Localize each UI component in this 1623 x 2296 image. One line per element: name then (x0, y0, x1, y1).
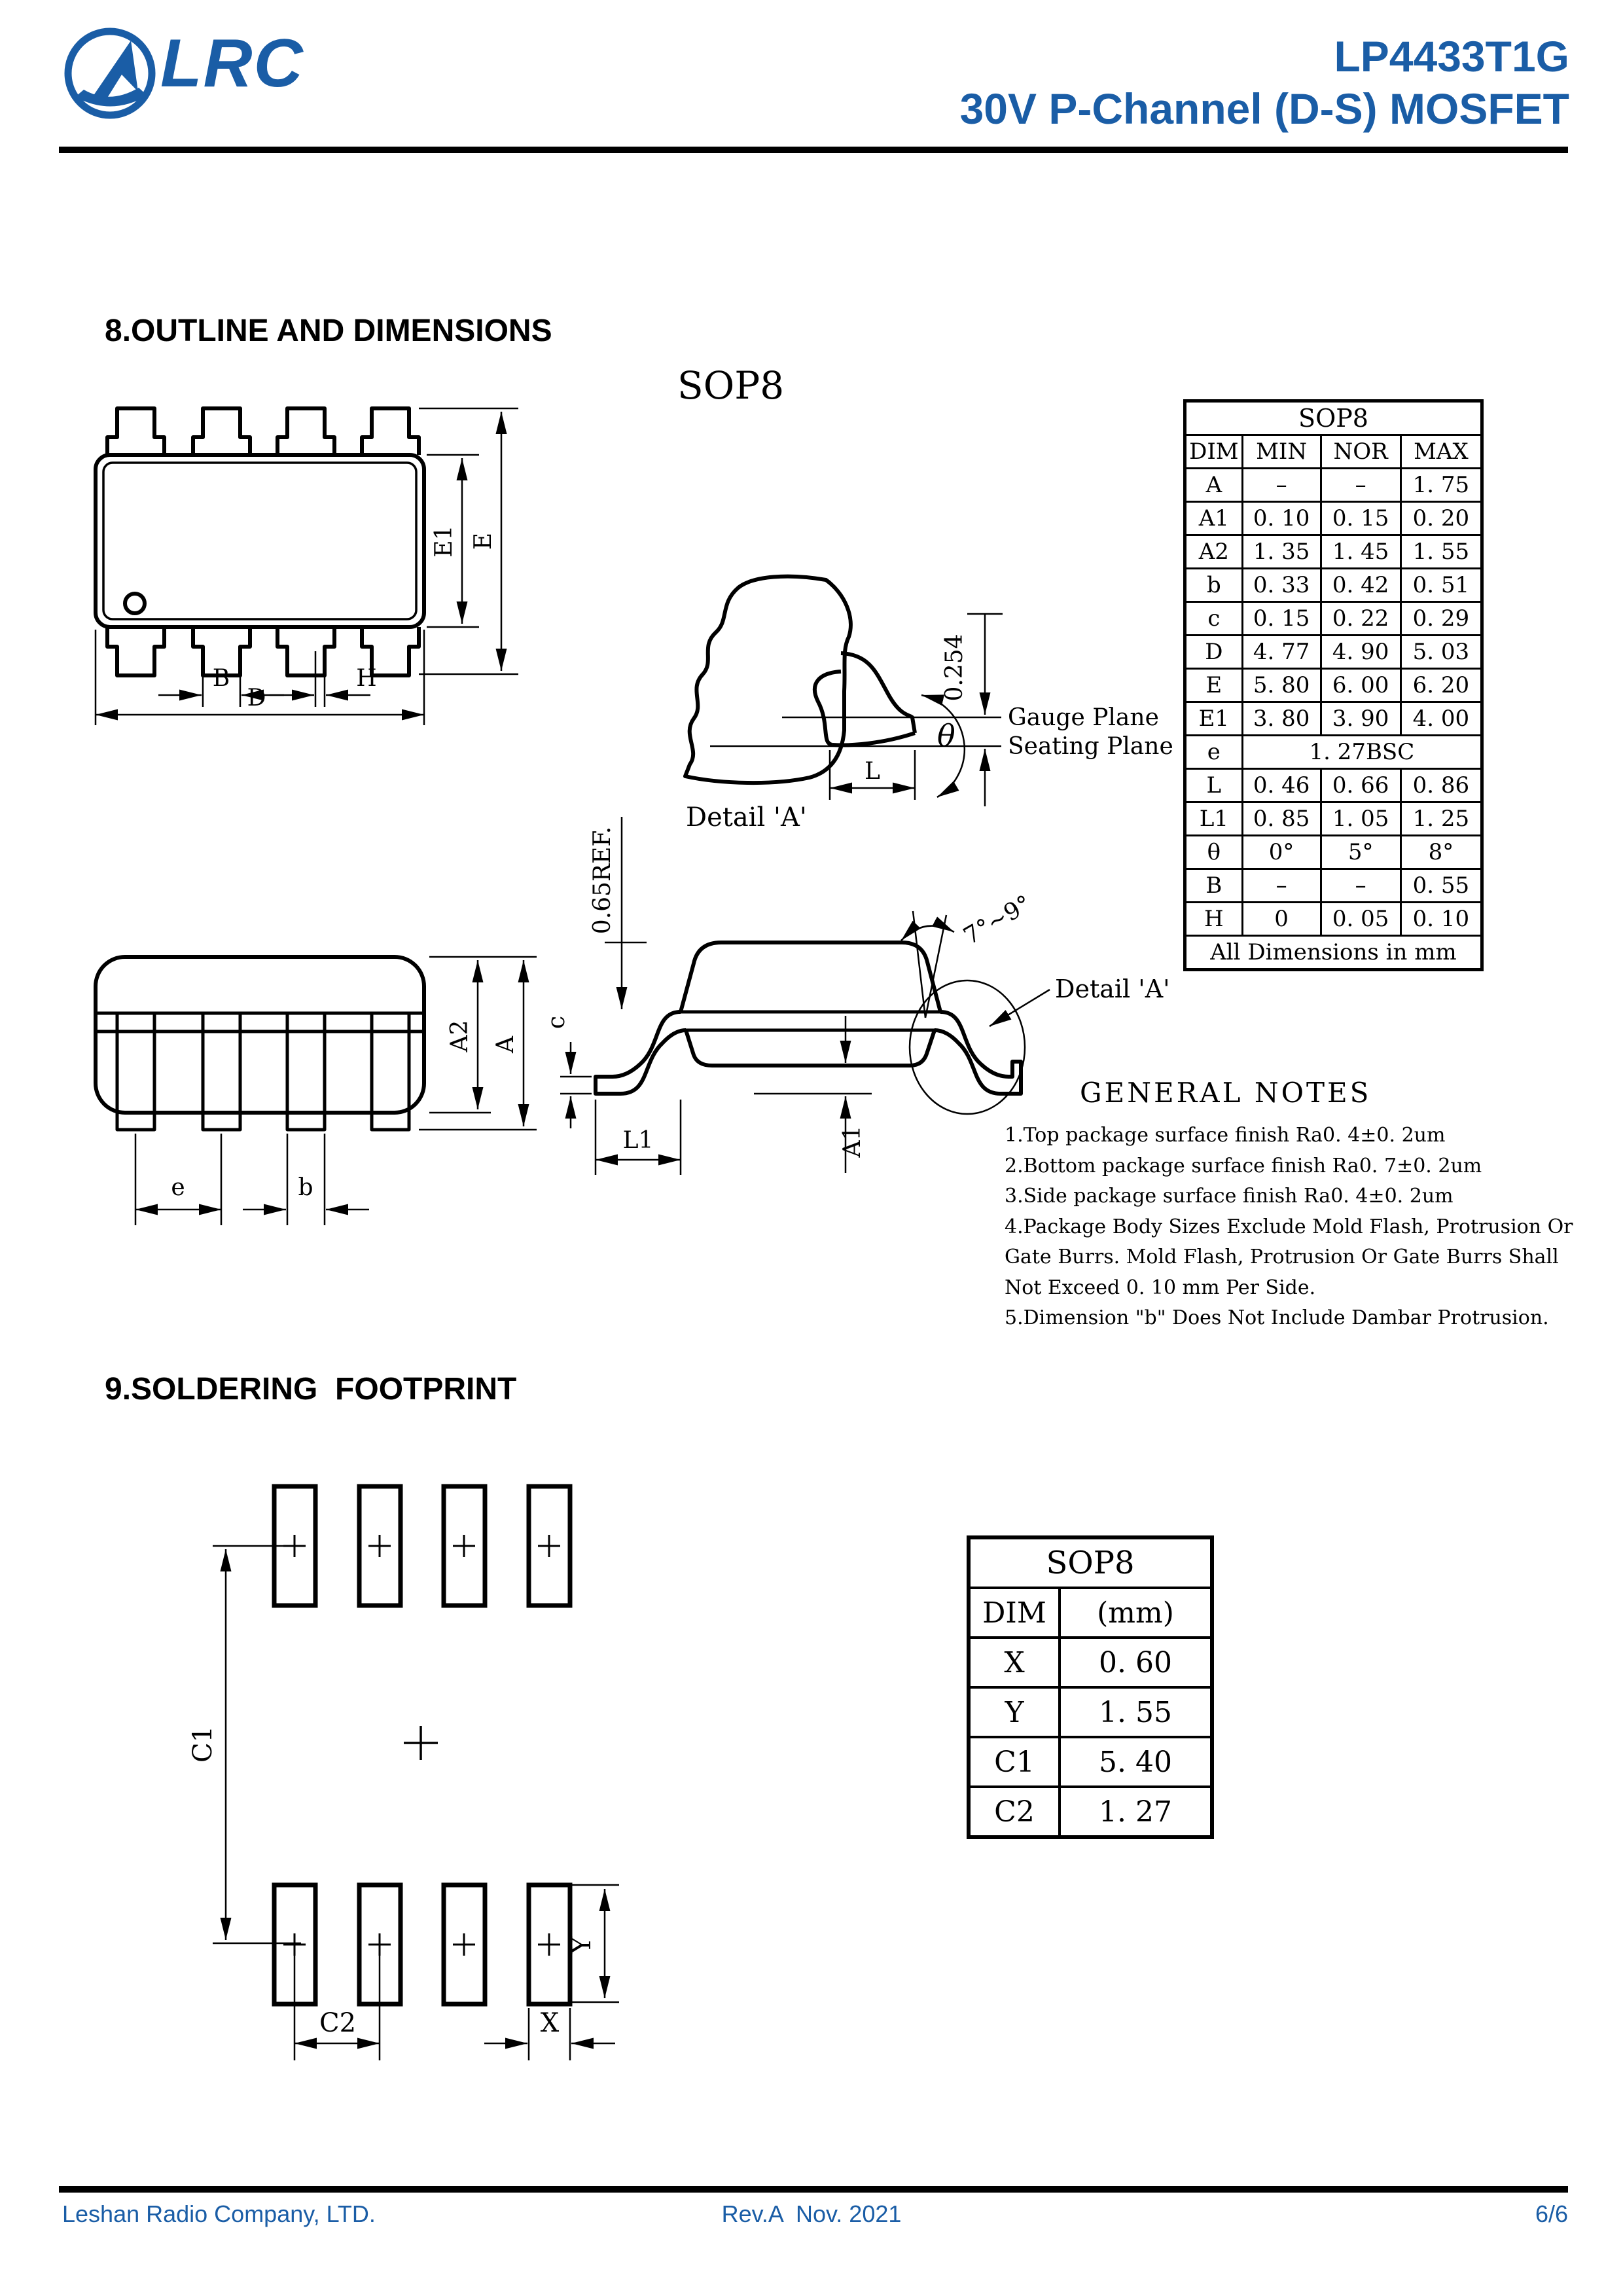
table-cell: 0. 85 (1242, 802, 1321, 836)
note-item: 4.Package Body Sizes Exclude Mold Flash, Protrusion Or Gate Burrs. Mold Flash, Protrusion Or Gate Burrs Shall Not Exceed 0. 10 mm Per Side. (1005, 1215, 1573, 1299)
dim-label-h: H (356, 665, 377, 692)
general-notes-list (1005, 1121, 1580, 1334)
lrc-logo-icon (68, 31, 152, 115)
table-cell: L (1185, 769, 1243, 802)
table-row (1185, 802, 1482, 836)
col-header: DIM (969, 1588, 1060, 1638)
dimension-table (1183, 399, 1484, 971)
table-header-row (1185, 435, 1482, 469)
table-cell: B (1185, 869, 1243, 903)
table-cell: 1. 27 (1060, 1787, 1212, 1837)
table-cell: H (1185, 903, 1243, 936)
dim-label-0254: 0.254 (941, 634, 968, 702)
dim-label-e: E (470, 532, 497, 550)
table-cell: 0. 20 (1400, 502, 1482, 535)
table-cell: 0. 15 (1242, 602, 1321, 636)
col-header: DIM (1185, 435, 1243, 469)
outline-section-heading: 8.OUTLINE AND DIMENSIONS (105, 314, 552, 348)
col-header: MAX (1400, 435, 1482, 469)
table-title-row (969, 1537, 1212, 1588)
table-cell: X (969, 1638, 1060, 1687)
table-cell: 1. 25 (1400, 802, 1482, 836)
table-row (1185, 903, 1482, 936)
part-number: LP4433T1G (1334, 32, 1569, 81)
table-cell: D (1185, 636, 1243, 669)
table-row (1185, 535, 1482, 569)
table-row (969, 1687, 1212, 1737)
table-row (1185, 669, 1482, 702)
dim-label-e1: E1 (431, 525, 457, 558)
table-cell: 0. 42 (1321, 569, 1400, 602)
detail-a-caption: Detail 'A' (686, 802, 807, 833)
table-cell: θ (1185, 836, 1243, 869)
table-header-row (969, 1588, 1212, 1638)
table-row (969, 1737, 1212, 1787)
top-view-diagram (96, 408, 518, 725)
table-cell: 0° (1242, 836, 1321, 869)
table-cell: 5° (1321, 836, 1400, 869)
table-cell: e (1185, 736, 1243, 769)
package-name-label: SOP8 (677, 363, 785, 408)
table-cell: 1. 55 (1400, 535, 1482, 569)
table-cell: 0. 55 (1400, 869, 1482, 903)
gauge-plane-label: Gauge Plane (1008, 704, 1159, 731)
seating-plane-label: Seating Plane (1008, 733, 1173, 760)
detail-a-diagram (685, 577, 1173, 833)
dim-label-c: c (543, 1015, 570, 1030)
table-cell: A2 (1185, 535, 1243, 569)
table-cell: 0. 15 (1321, 502, 1400, 535)
table-cell: 0. 51 (1400, 569, 1482, 602)
table-cell: 1. 35 (1242, 535, 1321, 569)
table-cell: 5. 40 (1060, 1737, 1212, 1787)
table-footer-note: All Dimensions in mm (1185, 936, 1482, 970)
theta-symbol: θ (937, 718, 955, 753)
note-item: 5.Dimension "b" Does Not Include Dambar Protrusion. (1005, 1306, 1549, 1329)
table-cell: 0. 29 (1400, 602, 1482, 636)
col-header: MIN (1242, 435, 1321, 469)
table-cell: 1. 05 (1321, 802, 1400, 836)
table-row (1185, 702, 1482, 736)
dim-label-pitch-e: e (171, 1174, 185, 1201)
table-cell: 1. 27BSC (1242, 736, 1482, 769)
dim-label-c1: C1 (188, 1725, 218, 1763)
angle-label: 7°~9° (959, 890, 1036, 950)
header-rule (59, 147, 1568, 153)
table-cell: E (1185, 669, 1243, 702)
note-item: 1.Top package surface finish Ra0. 4±0. 2um (1005, 1124, 1446, 1147)
footer-page-number: 6/6 (1535, 2200, 1568, 2227)
table-footer-row (1185, 936, 1482, 970)
pin1-indicator-dot (125, 594, 145, 613)
dim-label-a1: A1 (839, 1125, 866, 1158)
table-cell: – (1321, 469, 1400, 502)
table-cell: 8° (1400, 836, 1482, 869)
table-cell: 3. 80 (1242, 702, 1321, 736)
table-cell: A1 (1185, 502, 1243, 535)
table-cell: 0 (1242, 903, 1321, 936)
table-row (969, 1638, 1212, 1687)
footprint-center-mark (404, 1726, 438, 1760)
table-cell: 1. 75 (1400, 469, 1482, 502)
dim-label-b-cap: B (212, 665, 230, 692)
table-row (969, 1787, 1212, 1837)
table-cell: 4. 90 (1321, 636, 1400, 669)
soldering-section-heading: 9.SOLDERING FOOTPRINT (105, 1372, 517, 1407)
table-cell: 6. 00 (1321, 669, 1400, 702)
col-header: NOR (1321, 435, 1400, 469)
table-cell: c (1185, 602, 1243, 636)
table-cell: Y (969, 1687, 1060, 1737)
table-row (1185, 602, 1482, 636)
table-cell: 4. 00 (1400, 702, 1482, 736)
table-row (1185, 769, 1482, 802)
footer-company: Leshan Radio Company, LTD. (62, 2200, 376, 2227)
table-cell: 0. 86 (1400, 769, 1482, 802)
part-subtitle: 30V P-Channel (D-S) MOSFET (959, 84, 1569, 133)
table-title: SOP8 (969, 1537, 1212, 1588)
dim-label-lead-b: b (298, 1174, 313, 1201)
logo-text: LRC (160, 26, 304, 101)
table-row (1185, 636, 1482, 669)
dim-label-l: L (865, 758, 880, 785)
table-cell: C1 (969, 1737, 1060, 1787)
table-row (1185, 869, 1482, 903)
dim-label-065ref: 0.65REF. (589, 826, 616, 935)
table-cell: 0. 10 (1400, 903, 1482, 936)
table-title: SOP8 (1185, 401, 1482, 435)
table-cell: 0. 33 (1242, 569, 1321, 602)
table-cell: C2 (969, 1787, 1060, 1837)
note-item: 3.Side package surface finish Ra0. 4±0. 2um (1005, 1185, 1454, 1208)
table-cell: E1 (1185, 702, 1243, 736)
dim-label-c2: C2 (319, 2008, 357, 2038)
table-cell: 1. 45 (1321, 535, 1400, 569)
table-title-row (1185, 401, 1482, 435)
table-cell: b (1185, 569, 1243, 602)
table-cell: L1 (1185, 802, 1243, 836)
table-cell: 3. 90 (1321, 702, 1400, 736)
front-view-diagram (96, 957, 537, 1225)
table-cell: 0. 66 (1321, 769, 1400, 802)
table-cell: – (1321, 869, 1400, 903)
footer-revision: Rev.A Nov. 2021 (721, 2200, 902, 2227)
table-cell: 4. 77 (1242, 636, 1321, 669)
dim-label-l1: L1 (622, 1127, 654, 1154)
footer-rule (59, 2186, 1568, 2193)
general-notes-title: GENERAL NOTES (1080, 1077, 1372, 1109)
table-row (1185, 736, 1482, 769)
col-header: (mm) (1060, 1588, 1212, 1638)
note-item: 2.Bottom package surface finish Ra0. 7±0. 2um (1005, 1154, 1482, 1177)
footprint-diagram (188, 1486, 619, 2060)
table-cell: – (1242, 869, 1321, 903)
table-cell: 0. 46 (1242, 769, 1321, 802)
table-row (1185, 502, 1482, 535)
dim-label-x: X (540, 2008, 560, 2038)
table-cell: 0. 60 (1060, 1638, 1212, 1687)
dim-label-d: D (247, 685, 266, 711)
dim-label-y: Y (567, 1936, 597, 1954)
table-cell: 0. 10 (1242, 502, 1321, 535)
table-cell: 1. 55 (1060, 1687, 1212, 1737)
table-cell: 6. 20 (1400, 669, 1482, 702)
table-row (1185, 836, 1482, 869)
table-cell: – (1242, 469, 1321, 502)
table-cell: 5. 03 (1400, 636, 1482, 669)
table-row (1185, 569, 1482, 602)
table-cell: 0. 22 (1321, 602, 1400, 636)
detail-a-pointer-label: Detail 'A' (1055, 975, 1170, 1003)
dim-label-a2: A2 (446, 1020, 473, 1052)
table-cell: 0. 05 (1321, 903, 1400, 936)
table-row (1185, 469, 1482, 502)
table-cell: 5. 80 (1242, 669, 1321, 702)
dim-label-a: A (492, 1036, 519, 1053)
footprint-table (967, 1535, 1214, 1839)
table-cell: A (1185, 469, 1243, 502)
